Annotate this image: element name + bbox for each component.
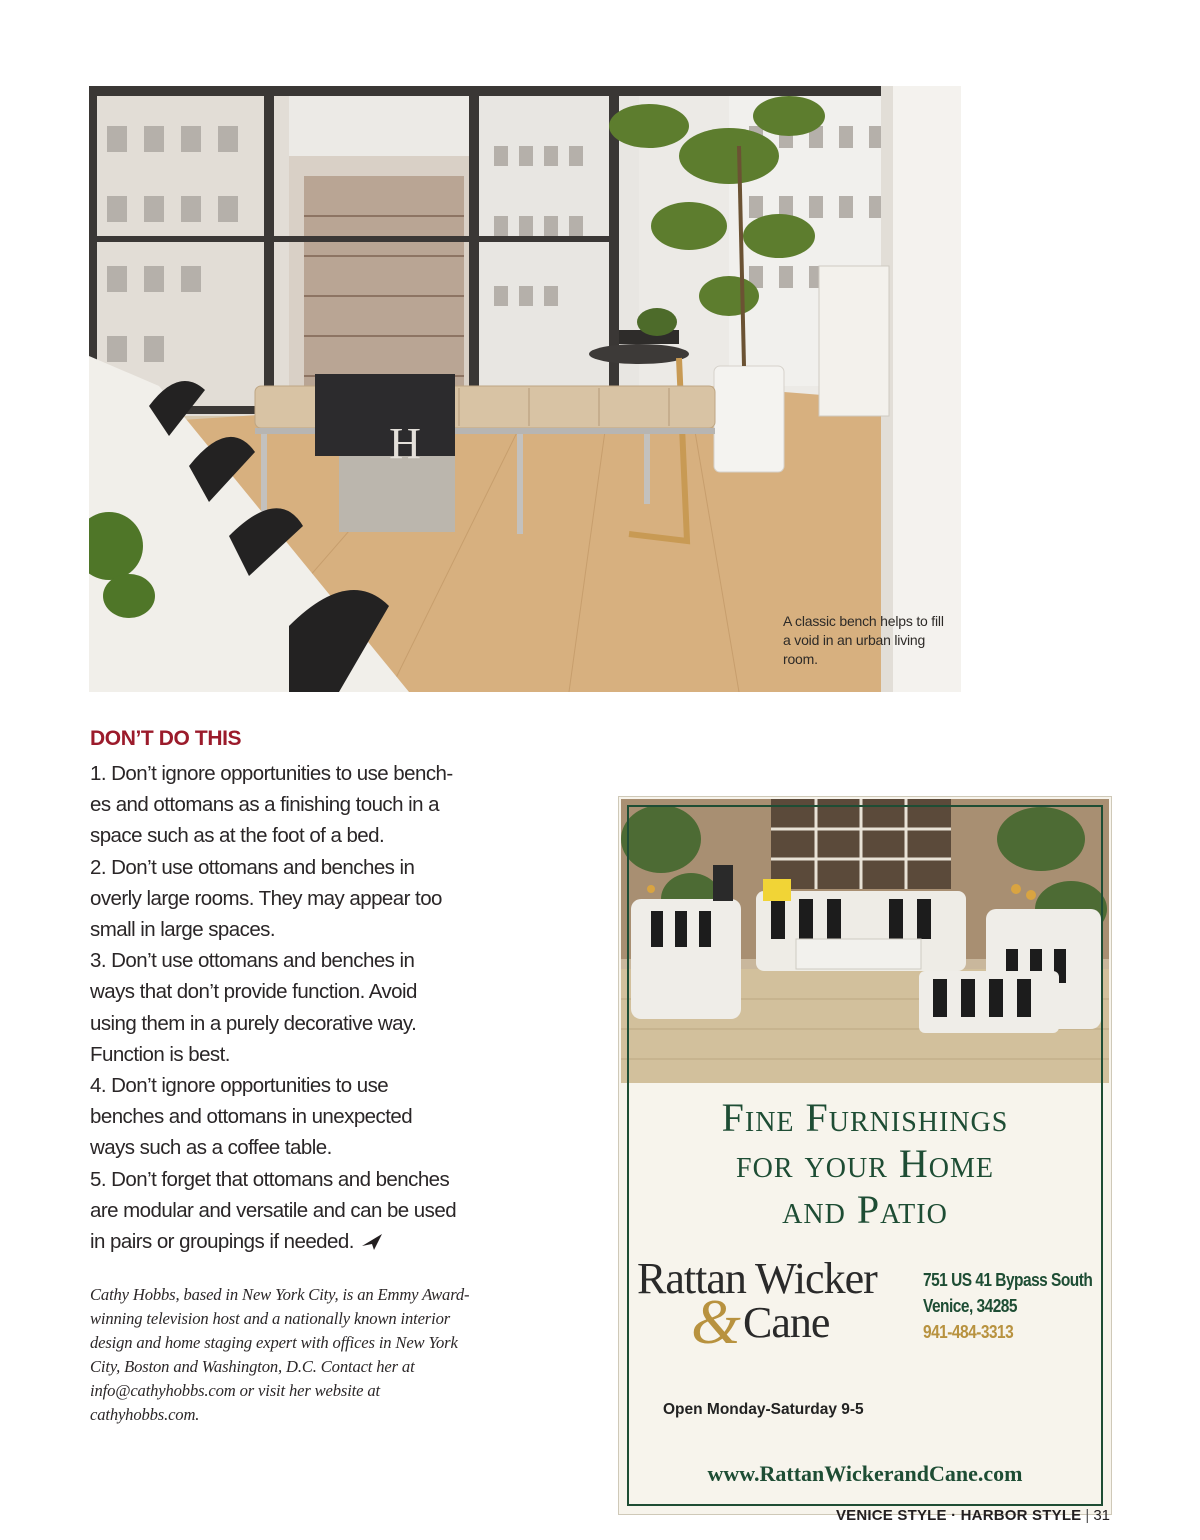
ad-headline [619,1095,1111,1233]
publication-name: VENICE STYLE · HARBOR STYLE [835,1507,1082,1524]
body-line: are modular and versatile and can be used [90,1198,457,1222]
body-line: 5. Don’t forget that ottomans and benches [90,1167,450,1191]
body-line-text: in pairs or groupings if needed. [90,1230,354,1254]
brand-ampersand: & [691,1286,741,1357]
advertisement[interactable] [618,796,1112,1515]
blanket-letter: H [389,419,421,468]
living-room-photo [89,86,961,692]
ad-headline-line: for your Home [736,1141,994,1186]
body-line: 4. Don’t ignore opportunities to use [90,1074,389,1098]
photo-caption: A classic bench helps to fill a void in an urban living room. [783,613,944,667]
article-column [90,726,490,1257]
body-line: ways that don’t provide function. Avoid [90,980,417,1004]
footer-separator: | [1085,1507,1090,1524]
body-line: small in large spaces. [90,918,276,942]
end-mark-icon [362,1234,382,1250]
store-address [923,1267,1093,1345]
author-bio: Cathy Hobbs, based in New York City, is an Emmy Award-winning television host and a nationally known interior design and home staging expert with offices in New York City, Boston and Washington, D.C. Contact her at info@cathyhobbs.com or visit her website at cathyhobbs.com. [90,1285,470,1424]
body-line: benches and ottomans in unexpected [90,1105,413,1129]
article-body [90,758,490,1257]
body-line: 2. Don’t use ottomans and benches in [90,855,415,879]
ad-headline-line: and Patio [782,1187,948,1232]
brand-name-line1: Rattan Wicker [637,1254,877,1303]
body-line: ways such as a coffee table. [90,1136,332,1160]
phone-number[interactable]: 941-484-3313 [923,1322,1014,1342]
address-street: 751 US 41 Bypass South [923,1270,1093,1290]
living-room-illustration [89,86,961,692]
patio-illustration [621,799,1109,1083]
body-line: overly large rooms. They may appear too [90,886,442,910]
body-line-last [90,1226,490,1257]
section-heading: DON’T DO THIS [90,727,242,750]
website-link[interactable]: www.RattanWickerandCane.com [707,1461,1023,1486]
body-line: 3. Don’t use ottomans and benches in [90,949,415,973]
page-footer [836,1507,1110,1524]
patio-furniture-photo [621,799,1109,1083]
body-line: 1. Don’t ignore opportunities to use bench- [90,762,453,785]
body-line: es and ottomans as a finishing touch in a [90,793,439,817]
brand-name-line2: Cane [743,1298,830,1347]
body-line: space such as at the foot of a bed. [90,824,385,848]
body-line: using them in a purely decorative way. [90,1011,417,1035]
address-city: Venice, 34285 [923,1296,1017,1316]
store-hours: Open Monday-Saturday 9-5 [663,1401,864,1418]
page-number: 31 [1093,1507,1110,1524]
ad-headline-line: Fine Furnishings [721,1095,1009,1140]
body-line: Function is best. [90,1042,230,1066]
